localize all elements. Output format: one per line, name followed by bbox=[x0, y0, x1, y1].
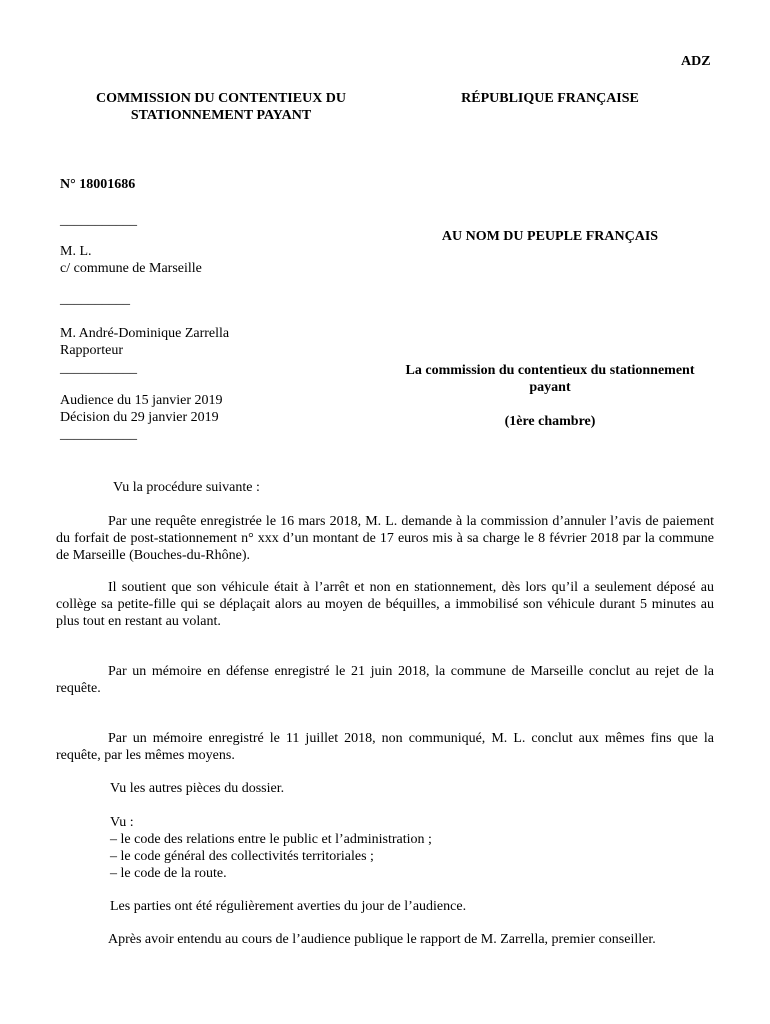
vu-codes-heading: Vu : bbox=[110, 815, 134, 830]
vu-procedure: Vu la procédure suivante : bbox=[113, 480, 260, 495]
dates-block bbox=[60, 392, 223, 426]
rapporteur-role: Rapporteur bbox=[60, 343, 123, 358]
case-number: N° 18001686 bbox=[60, 177, 136, 192]
list-item: – le code général des collectivités territoriales ; bbox=[110, 849, 374, 864]
republic-heading: RÉPUBLIQUE FRANÇAISE bbox=[461, 91, 639, 106]
paragraph-parties-notified: Les parties ont été régulièrement averties du jour de l’audience. bbox=[110, 899, 467, 914]
paragraph-request: Par une requête enregistrée le 16 mars 2018, M. L. demande à la commission d’annuler l’avis de paiement du forfait de post-stationnement n° xxx d’un montant de 17 euros mis à sa charge le 8 février 2018 par la commune de Marseille (Bouches-du-Rhône). bbox=[56, 514, 714, 563]
commission-heading-line1: COMMISSION DU CONTENTIEUX DU bbox=[95, 91, 347, 106]
separator-line: ___________ bbox=[60, 427, 137, 442]
rapporteur-name: M. André-Dominique Zarrella bbox=[60, 326, 230, 341]
separator-line: ___________ bbox=[60, 361, 137, 376]
chamber-label: (1ère chambre) bbox=[504, 414, 596, 429]
case-party bbox=[60, 243, 202, 277]
commission-title bbox=[385, 362, 715, 396]
document-code: ADZ bbox=[681, 54, 711, 69]
commission-heading-line2: STATIONNEMENT PAYANT bbox=[130, 108, 312, 123]
separator-line: ___________ bbox=[60, 213, 137, 228]
paragraph-reply: Par un mémoire enregistré le 11 juillet 2018, non communiqué, M. L. conclut aux mêmes fins que la requête, par les mêmes moyens. bbox=[56, 731, 714, 763]
rapporteur-block bbox=[60, 325, 229, 359]
paragraph-defense: Par un mémoire en défense enregistré le 21 juin 2018, la commune de Marseille conclut au rejet de la requête. bbox=[56, 664, 714, 696]
audience-date: Audience du 15 janvier 2019 bbox=[60, 393, 223, 408]
paragraph-argument: Il soutient que son véhicule était à l’arrêt et non en stationnement, dès lors qu’il a seulement déposé au collège sa petite-fille qui se déplaçait alors au moyen de béquilles, a immobilisé son véhicule durant 5 minutes au plus tout en restant au volant. bbox=[56, 580, 714, 629]
separator-line: __________ bbox=[60, 292, 130, 307]
party-opponent: c/ commune de Marseille bbox=[60, 261, 202, 276]
paragraph-hearing: Après avoir entendu au cours de l’audience publique le rapport de M. Zarrella, premier conseiller. bbox=[108, 932, 656, 947]
people-heading: AU NOM DU PEUPLE FRANÇAIS bbox=[441, 229, 659, 244]
commission-title-line1: La commission du contentieux du stationnement bbox=[405, 363, 695, 378]
decision-date: Décision du 29 janvier 2019 bbox=[60, 410, 219, 425]
commission-heading bbox=[60, 90, 382, 124]
list-item: – le code des relations entre le public et l’administration ; bbox=[110, 832, 432, 847]
codes-list bbox=[110, 831, 432, 882]
paragraph-other-documents: Vu les autres pièces du dossier. bbox=[110, 781, 285, 796]
list-item: – le code de la route. bbox=[110, 866, 227, 881]
commission-title-line2: payant bbox=[529, 380, 571, 395]
party-name: M. L. bbox=[60, 244, 92, 259]
